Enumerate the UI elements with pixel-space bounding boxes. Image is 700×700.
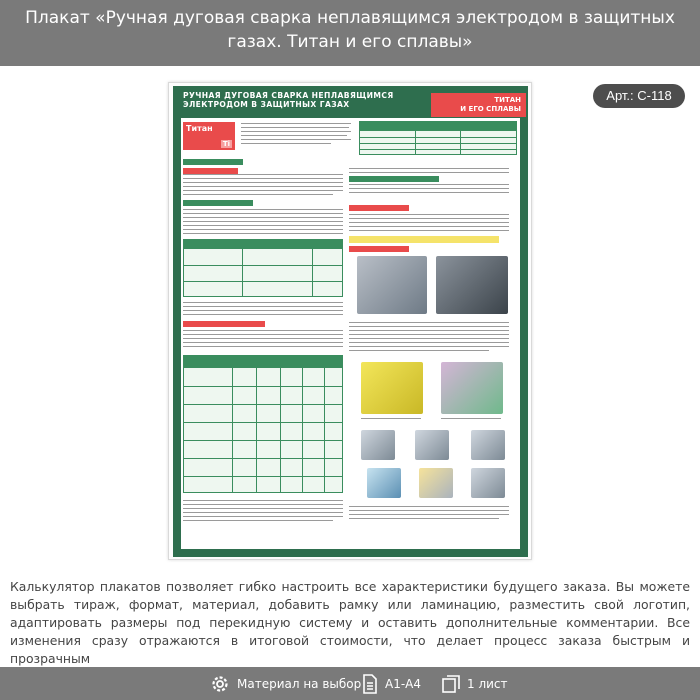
text-line xyxy=(183,520,333,521)
product-description: Калькулятор плакатов позволяет гибко настроить все характеристики будущего заказа. Вы можете выбрать тираж, формат, материал, добавить рамку или ламинацию, разместить свой логотип, адаптировать размеры под перекидную систему и оставить дополнительные комментарии. Все изменения сразу отражаются в итоговой стоимости, что делает процесс заказа быстрым и прозрачным xyxy=(10,579,690,666)
material-label: Материал на выбор xyxy=(237,676,362,691)
page-title: Плакат «Ручная дуговая сварка неплавящимся электродом в защитных газах. Титан и его сплавы» xyxy=(25,8,675,52)
section-header xyxy=(183,159,243,165)
table-col xyxy=(256,356,257,492)
table-col xyxy=(312,240,313,296)
text-line xyxy=(183,233,343,234)
text-line xyxy=(183,217,343,218)
pipe-image-1 xyxy=(361,430,395,460)
gas-table xyxy=(183,239,343,297)
text-line xyxy=(183,229,343,230)
text-line xyxy=(349,192,509,193)
text-line xyxy=(183,213,343,214)
poster-subheading-line2: И ЕГО СПЛАВЫ xyxy=(460,105,521,113)
text-line xyxy=(183,346,343,347)
welding-setup-image xyxy=(357,256,427,314)
pipe-image-3 xyxy=(471,430,505,460)
highlight-bar xyxy=(349,236,499,243)
poster-subheading xyxy=(431,93,526,117)
section-header xyxy=(349,205,409,211)
material-option[interactable] xyxy=(210,667,361,700)
text-line xyxy=(183,314,343,315)
text-line xyxy=(241,143,331,144)
sheets-option[interactable] xyxy=(442,667,508,700)
text-line xyxy=(349,342,509,343)
text-line xyxy=(349,350,489,351)
pipe-image-5 xyxy=(419,468,453,498)
table-col xyxy=(302,356,303,492)
text-line xyxy=(441,418,501,419)
text-line xyxy=(183,302,343,303)
table-row xyxy=(184,404,342,405)
header-bar xyxy=(0,0,700,66)
nozzle-protection-image xyxy=(441,362,503,414)
pipe-image-6 xyxy=(471,468,505,498)
text-line xyxy=(183,504,343,505)
text-line xyxy=(241,135,347,136)
table-row xyxy=(184,422,342,423)
section-header xyxy=(349,176,439,182)
text-line xyxy=(349,338,509,339)
text-line xyxy=(349,506,509,507)
text-line xyxy=(183,338,343,339)
welding-modes-table xyxy=(183,355,343,493)
text-line xyxy=(183,178,343,179)
table-col xyxy=(242,240,243,296)
table-row xyxy=(184,440,342,441)
text-line xyxy=(349,322,509,323)
text-line xyxy=(183,500,343,501)
format-option[interactable] xyxy=(362,667,421,700)
text-line xyxy=(183,516,343,517)
text-line xyxy=(349,226,509,227)
gear-icon xyxy=(210,674,230,694)
poster-heading xyxy=(183,91,423,109)
text-line xyxy=(349,330,509,331)
table-row xyxy=(184,265,342,266)
table-col xyxy=(324,356,325,492)
table-row xyxy=(360,137,516,138)
table-row xyxy=(360,149,516,150)
text-line xyxy=(183,334,343,335)
text-line xyxy=(183,174,343,175)
text-line xyxy=(349,518,499,519)
poster-heading-line2: ЭЛЕКТРОДОМ В ЗАЩИТНЫХ ГАЗАХ xyxy=(183,100,350,109)
text-line xyxy=(241,123,351,124)
text-line xyxy=(241,127,349,128)
text-line xyxy=(349,346,509,347)
ti-symbol: Ti xyxy=(222,140,230,148)
text-line xyxy=(183,194,333,195)
table-row xyxy=(184,476,342,477)
text-line xyxy=(241,131,351,132)
text-line xyxy=(349,222,509,223)
table-head xyxy=(184,240,342,249)
text-line xyxy=(349,188,509,189)
text-line xyxy=(183,209,343,210)
table-col xyxy=(232,356,233,492)
section-header xyxy=(183,321,265,327)
text-line xyxy=(241,139,351,140)
overlap-protection-image xyxy=(361,362,423,414)
pipe-image-2 xyxy=(415,430,449,460)
text-line xyxy=(183,310,343,311)
titan-label-box xyxy=(183,122,235,150)
text-line xyxy=(349,214,509,215)
table-head xyxy=(360,122,516,131)
article-badge: Арт.: С-118 xyxy=(593,84,685,108)
text-line xyxy=(183,508,343,509)
text-line xyxy=(349,172,509,173)
text-line xyxy=(183,182,343,183)
sheets-label: 1 лист xyxy=(467,676,508,691)
text-line xyxy=(349,326,509,327)
text-line xyxy=(183,512,343,513)
text-line xyxy=(349,168,509,169)
table-row xyxy=(360,143,516,144)
alloy-table xyxy=(359,121,517,155)
text-line xyxy=(183,190,343,191)
table-row xyxy=(184,386,342,387)
format-label: А1-А4 xyxy=(385,676,422,691)
poster-content xyxy=(181,118,520,549)
text-line xyxy=(349,230,509,231)
section-header xyxy=(349,246,409,252)
text-line xyxy=(183,306,343,307)
text-line xyxy=(183,330,343,331)
footer-bar xyxy=(0,667,700,700)
poster-preview[interactable] xyxy=(168,82,532,560)
text-line xyxy=(349,334,509,335)
section-header xyxy=(183,200,253,206)
poster-subheading-line1: ТИТАН xyxy=(494,96,521,104)
text-line xyxy=(183,186,343,187)
text-line xyxy=(349,514,509,515)
document-icon xyxy=(362,674,378,694)
text-line xyxy=(349,184,509,185)
table-row xyxy=(184,458,342,459)
copy-icon xyxy=(442,675,460,693)
pipe-image-4 xyxy=(367,468,401,498)
welder-image xyxy=(436,256,508,314)
text-line xyxy=(183,225,343,226)
text-line xyxy=(183,221,343,222)
text-line xyxy=(349,218,509,219)
poster-heading-line1: РУЧНАЯ ДУГОВАЯ СВАРКА НЕПЛАВЯЩИМСЯ xyxy=(183,91,394,100)
text-line xyxy=(361,418,421,419)
table-head xyxy=(184,356,342,368)
titan-label: Титан xyxy=(186,124,213,133)
table-col xyxy=(280,356,281,492)
table-row xyxy=(184,281,342,282)
text-line xyxy=(349,510,509,511)
text-line xyxy=(183,342,343,343)
